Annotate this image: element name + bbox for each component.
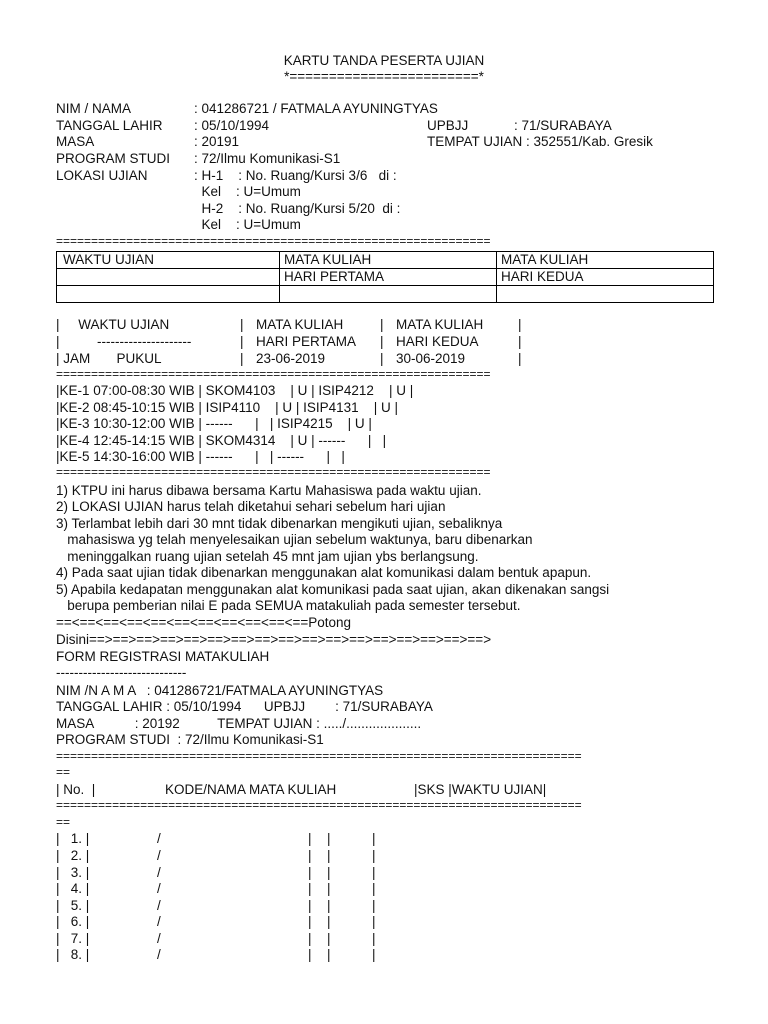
schedule-header-col3: MATA KULIAH — [396, 317, 484, 332]
form-row-bar: | — [308, 848, 312, 863]
schedule-header-bar: | — [240, 334, 244, 349]
form-header-no: | No. | — [56, 782, 96, 797]
nim-value: : 041286721 / FATMALA AYUNINGTYAS — [194, 101, 438, 116]
prodi-value: : 72/Ilmu Komunikasi-S1 — [194, 151, 341, 166]
schedule-header-bar: | — [380, 334, 384, 349]
upbjj-value: : 71/SURABAYA — [514, 118, 612, 133]
separator: ============================================================== — [56, 234, 491, 248]
form-row-bar: | — [372, 831, 376, 846]
form-row-bar: | — [372, 947, 376, 962]
schedule-header-bar: | — [518, 351, 522, 366]
form-row-bar: | — [372, 865, 376, 880]
schedule-header-col1: | JAM PUKUL — [56, 351, 162, 366]
note-item: 1) KTPU ini harus dibawa bersama Kartu Mahasiswa pada waktu ujian. — [56, 483, 482, 498]
form-nim-line: NIM /N A M A : 041286721/FATMALA AYUNINGTYAS — [56, 683, 384, 698]
form-prodi-line: PROGRAM STUDI : 72/Ilmu Komunikasi-S1 — [56, 732, 324, 747]
form-row-bar: | — [327, 931, 331, 946]
schedule-row: |KE-3 10:30-12:00 WIB | ------ | | ISIP4215 | U | — [56, 416, 372, 431]
form-row-bar: | — [327, 848, 331, 863]
form-row-no: | 3. | — [56, 865, 90, 880]
table-cell — [280, 286, 497, 303]
masa-value: : 20191 — [194, 134, 240, 149]
form-row-bar: | — [308, 831, 312, 846]
note-item: 5) Apabila kedapatan menggunakan alat komunikasi pada saat ujian, akan dikenakan sangsi — [56, 582, 610, 597]
lokasi-line: H-2 : No. Ruang/Kursi 5/20 di : — [194, 201, 401, 216]
schedule-header-bar: | — [380, 317, 384, 332]
form-row-bar: | — [308, 865, 312, 880]
schedule-row: |KE-2 08:45-10:15 WIB | ISIP4110 | U | ISIP4131 | U | — [56, 400, 398, 415]
schedule-header-bar: | — [518, 334, 522, 349]
table-cell: WAKTU UJIAN — [57, 252, 280, 269]
form-row-bar: | — [327, 898, 331, 913]
form-row-bar: | — [372, 881, 376, 896]
form-masa-line: MASA : 20192 TEMPAT UJIAN : ...../.................... — [56, 716, 422, 731]
form-row-no: | 2. | — [56, 848, 90, 863]
form-row-no: | 7. | — [56, 931, 90, 946]
schedule-header-col3: HARI KEDUA — [396, 334, 479, 349]
form-row-no: | 4. | — [56, 881, 90, 896]
schedule-header-col3: 30-06-2019 — [396, 351, 466, 366]
form-row-no: | 5. | — [56, 898, 90, 913]
note-item: mahasiswa yg telah menyelesaikan ujian sebelum waktunya, baru dibenarkan — [56, 532, 533, 547]
table-cell: HARI KEDUA — [497, 269, 714, 286]
form-row-bar: | — [308, 881, 312, 896]
note-item: 3) Terlambat lebih dari 30 mnt tidak dibenarkan mengikuti ujian, sebaliknya — [56, 516, 503, 531]
form-row-slash: / — [157, 848, 161, 863]
form-header-sks: |SKS |WAKTU UJIAN| — [414, 782, 547, 797]
form-row-bar: | — [308, 914, 312, 929]
schedule-header-bar: | — [240, 351, 244, 366]
form-row-bar: | — [372, 898, 376, 913]
form-row-no: | 1. | — [56, 831, 90, 846]
form-row-bar: | — [327, 831, 331, 846]
note-item: berupa pemberian nilai E pada SEMUA matakuliah pada semester tersebut. — [56, 598, 521, 613]
schedule-header-col2: HARI PERTAMA — [256, 334, 357, 349]
table-cell: MATA KULIAH — [497, 252, 714, 269]
form-title: FORM REGISTRASI MATAKULIAH — [56, 649, 270, 664]
tgl-label: TANGGAL LAHIR — [56, 118, 163, 133]
table-cell — [497, 286, 714, 303]
form-row-bar: | — [372, 914, 376, 929]
prodi-label: PROGRAM STUDI — [56, 151, 171, 166]
schedule-header-bar: | — [380, 351, 384, 366]
schedule-header-col1: | --------------------- — [56, 334, 192, 349]
form-row-bar: | — [308, 931, 312, 946]
schedule-header-col2: MATA KULIAH — [256, 317, 344, 332]
form-row-slash: / — [157, 947, 161, 962]
form-row-slash: / — [157, 865, 161, 880]
schedule-header-col2: 23-06-2019 — [256, 351, 326, 366]
schedule-row: |KE-4 12:45-14:15 WIB | SKOM4314 | U | ------ | | — [56, 433, 387, 448]
card-title: KARTU TANDA PESERTA UJIAN — [283, 53, 485, 68]
note-item: 4) Pada saat ujian tidak dibenarkan menggunakan alat komunikasi dalam bentuk apapun. — [56, 565, 592, 580]
nim-label: NIM / NAMA — [56, 101, 132, 116]
table-row — [57, 269, 714, 286]
schedule-row: |KE-5 14:30-16:00 WIB | ------ | | ------ | | — [56, 449, 345, 464]
form-row-slash: / — [157, 881, 161, 896]
separator: == — [56, 765, 71, 779]
cut-line: Disini==>==>==>==>==>==>==>==>==>==>==>==>==>==>==>==>==> — [56, 632, 492, 647]
form-row-no: | 8. | — [56, 947, 90, 962]
schedule-header-bar: | — [518, 317, 522, 332]
tempat-ujian: TEMPAT UJIAN : 352551/Kab. Gresik — [427, 134, 653, 149]
schedule-header-col1: | WAKTU UJIAN — [56, 317, 170, 332]
table-cell: MATA KULIAH — [280, 252, 497, 269]
lokasi-line: Kel : U=Umum — [194, 217, 301, 232]
upbjj-label: UPBJJ — [427, 118, 469, 133]
lokasi-line: Kel : U=Umum — [194, 184, 301, 199]
schedule-header-bar: | — [240, 317, 244, 332]
form-header-kode: KODE/NAMA MATA KULIAH — [165, 782, 337, 797]
form-row-bar: | — [308, 898, 312, 913]
cut-line: ==<==<==<==<==<==<==<==<==<==<==Potong — [56, 615, 352, 630]
table-cell — [57, 269, 280, 286]
form-title-underline: ----------------------------- — [56, 665, 187, 680]
exam-grid-table — [56, 251, 714, 303]
table-cell — [57, 286, 280, 303]
lokasi-label: LOKASI UJIAN — [56, 168, 148, 183]
form-tgl-line: TANGGAL LAHIR : 05/10/1994 UPBJJ : 71/SURABAYA — [56, 699, 433, 714]
separator: == — [56, 815, 71, 829]
table-row — [57, 286, 714, 303]
form-row-bar: | — [327, 914, 331, 929]
table-cell: HARI PERTAMA — [280, 269, 497, 286]
form-row-bar: | — [327, 865, 331, 880]
card-title-underline: *========================* — [284, 69, 484, 84]
form-row-no: | 6. | — [56, 914, 90, 929]
form-row-bar: | — [372, 931, 376, 946]
schedule-row: |KE-1 07:00-08:30 WIB | SKOM4103 | U | ISIP4212 | U | — [56, 383, 414, 398]
form-row-slash: / — [157, 931, 161, 946]
form-row-bar: | — [327, 947, 331, 962]
table-row — [57, 252, 714, 269]
form-row-bar: | — [308, 947, 312, 962]
note-item: meninggalkan ruang ujian setelah 45 mnt jam ujian ybs berlangsung. — [56, 549, 479, 564]
separator: ============================================================== — [56, 367, 491, 381]
separator: =========================================================================== — [56, 749, 582, 763]
form-row-bar: | — [327, 881, 331, 896]
form-row-slash: / — [157, 831, 161, 846]
form-row-slash: / — [157, 898, 161, 913]
masa-label: MASA — [56, 134, 95, 149]
note-item: 2) LOKASI UJIAN harus telah diketahui sehari sebelum hari ujian — [56, 499, 446, 514]
form-row-slash: / — [157, 914, 161, 929]
form-row-bar: | — [372, 848, 376, 863]
tgl-value: : 05/10/1994 — [194, 118, 270, 133]
separator: =========================================================================== — [56, 798, 582, 812]
separator: ============================================================== — [56, 465, 491, 479]
lokasi-line: : H-1 : No. Ruang/Kursi 3/6 di : — [194, 168, 397, 183]
